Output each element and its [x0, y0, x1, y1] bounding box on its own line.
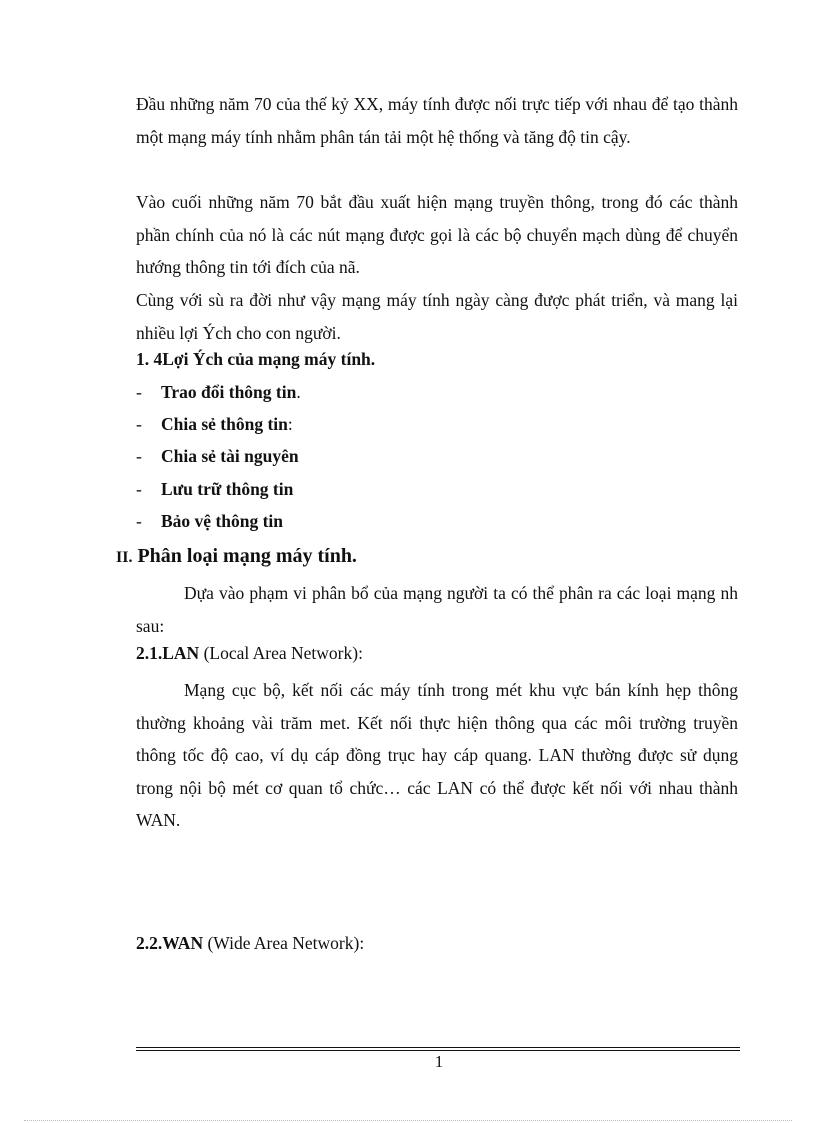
- chapter-number: II.: [116, 549, 133, 566]
- subsection-title: (Wide Area Network):: [207, 933, 365, 953]
- bullet-item: [136, 414, 293, 435]
- subsection-heading-lan: [136, 643, 363, 664]
- subsection-title: (Local Area Network):: [203, 643, 363, 663]
- bullet-item: [136, 511, 283, 532]
- subsection-number: 2.2.WAN: [136, 933, 204, 953]
- bullet-dash: -: [136, 479, 142, 499]
- page-number: 1: [434, 1052, 444, 1071]
- bullet-label: Lưu trữ thông tin: [161, 479, 294, 499]
- footer-rule-bottom: [136, 1050, 740, 1051]
- paragraph-classification-intro: Dựa vào phạm vi phân bổ của mạng người ta có thể phân ra các loại mạng nh sau:: [136, 583, 738, 636]
- paragraph-intro-2: Vào cuối những năm 70 bắt đầu xuất hiện mạng truyền thông, trong đó các thành phần chính của nó là các nút mạng được gọi là các bộ chuyển mạch dùng để chuyển hướng thông tin tới đích của nã.: [136, 192, 738, 277]
- bullet-dash: -: [136, 414, 142, 434]
- bullet-label: Chia sẻ thông tin: [161, 414, 288, 434]
- chapter-title: Phân loại mạng máy tính.: [137, 545, 357, 567]
- bullet-item: [136, 446, 299, 467]
- chapter-heading: [116, 545, 357, 568]
- bullet-label: Bảo vệ thông tin: [161, 511, 284, 531]
- bullet-item: [136, 479, 293, 500]
- paragraph-intro-1: Đầu những năm 70 của thế kỷ XX, máy tính được nối trực tiếp với nhau để tạo thành một mạng máy tính nhằm phân tán tải một hệ thống và tăng độ tin cậy.: [136, 94, 738, 147]
- bullet-dash: -: [136, 382, 142, 402]
- bullet-suffix: :: [287, 414, 293, 434]
- section-heading-benefits: 1. 4Lợi Ých của mạng máy tính.: [136, 349, 376, 369]
- paragraph-lan-body: Mạng cục bộ, kết nối các máy tính trong mét khu vực bán kính hẹp thông thường khoảng vài trăm met. Kết nối thực hiện thông qua các môi trường truyền thông tốc độ cao, ví dụ cáp đồng trục hay cáp quang. LAN thường được sử dụng trong nội bộ mét cơ quan tổ chức… các LAN có thể được kết nối với nhau thành WAN.: [136, 680, 738, 830]
- bullet-suffix: .: [296, 382, 301, 402]
- subsection-number: 2.1.LAN: [136, 643, 200, 663]
- subsection-heading-wan: [136, 933, 364, 954]
- bullet-dash: -: [136, 511, 142, 531]
- bullet-item: [136, 382, 301, 403]
- bullet-label: Chia sẻ tài nguyên: [161, 446, 299, 466]
- paragraph-intro-3: Cùng với sù ra đời như vậy mạng máy tính ngày càng được phát triển, và mang lại nhiều lợi Ých cho con người.: [136, 290, 738, 343]
- page-edge-divider: [24, 1120, 792, 1121]
- bullet-label: Trao đổi thông tin: [161, 382, 297, 402]
- footer-rule-top: [136, 1047, 740, 1048]
- bullet-dash: -: [136, 446, 142, 466]
